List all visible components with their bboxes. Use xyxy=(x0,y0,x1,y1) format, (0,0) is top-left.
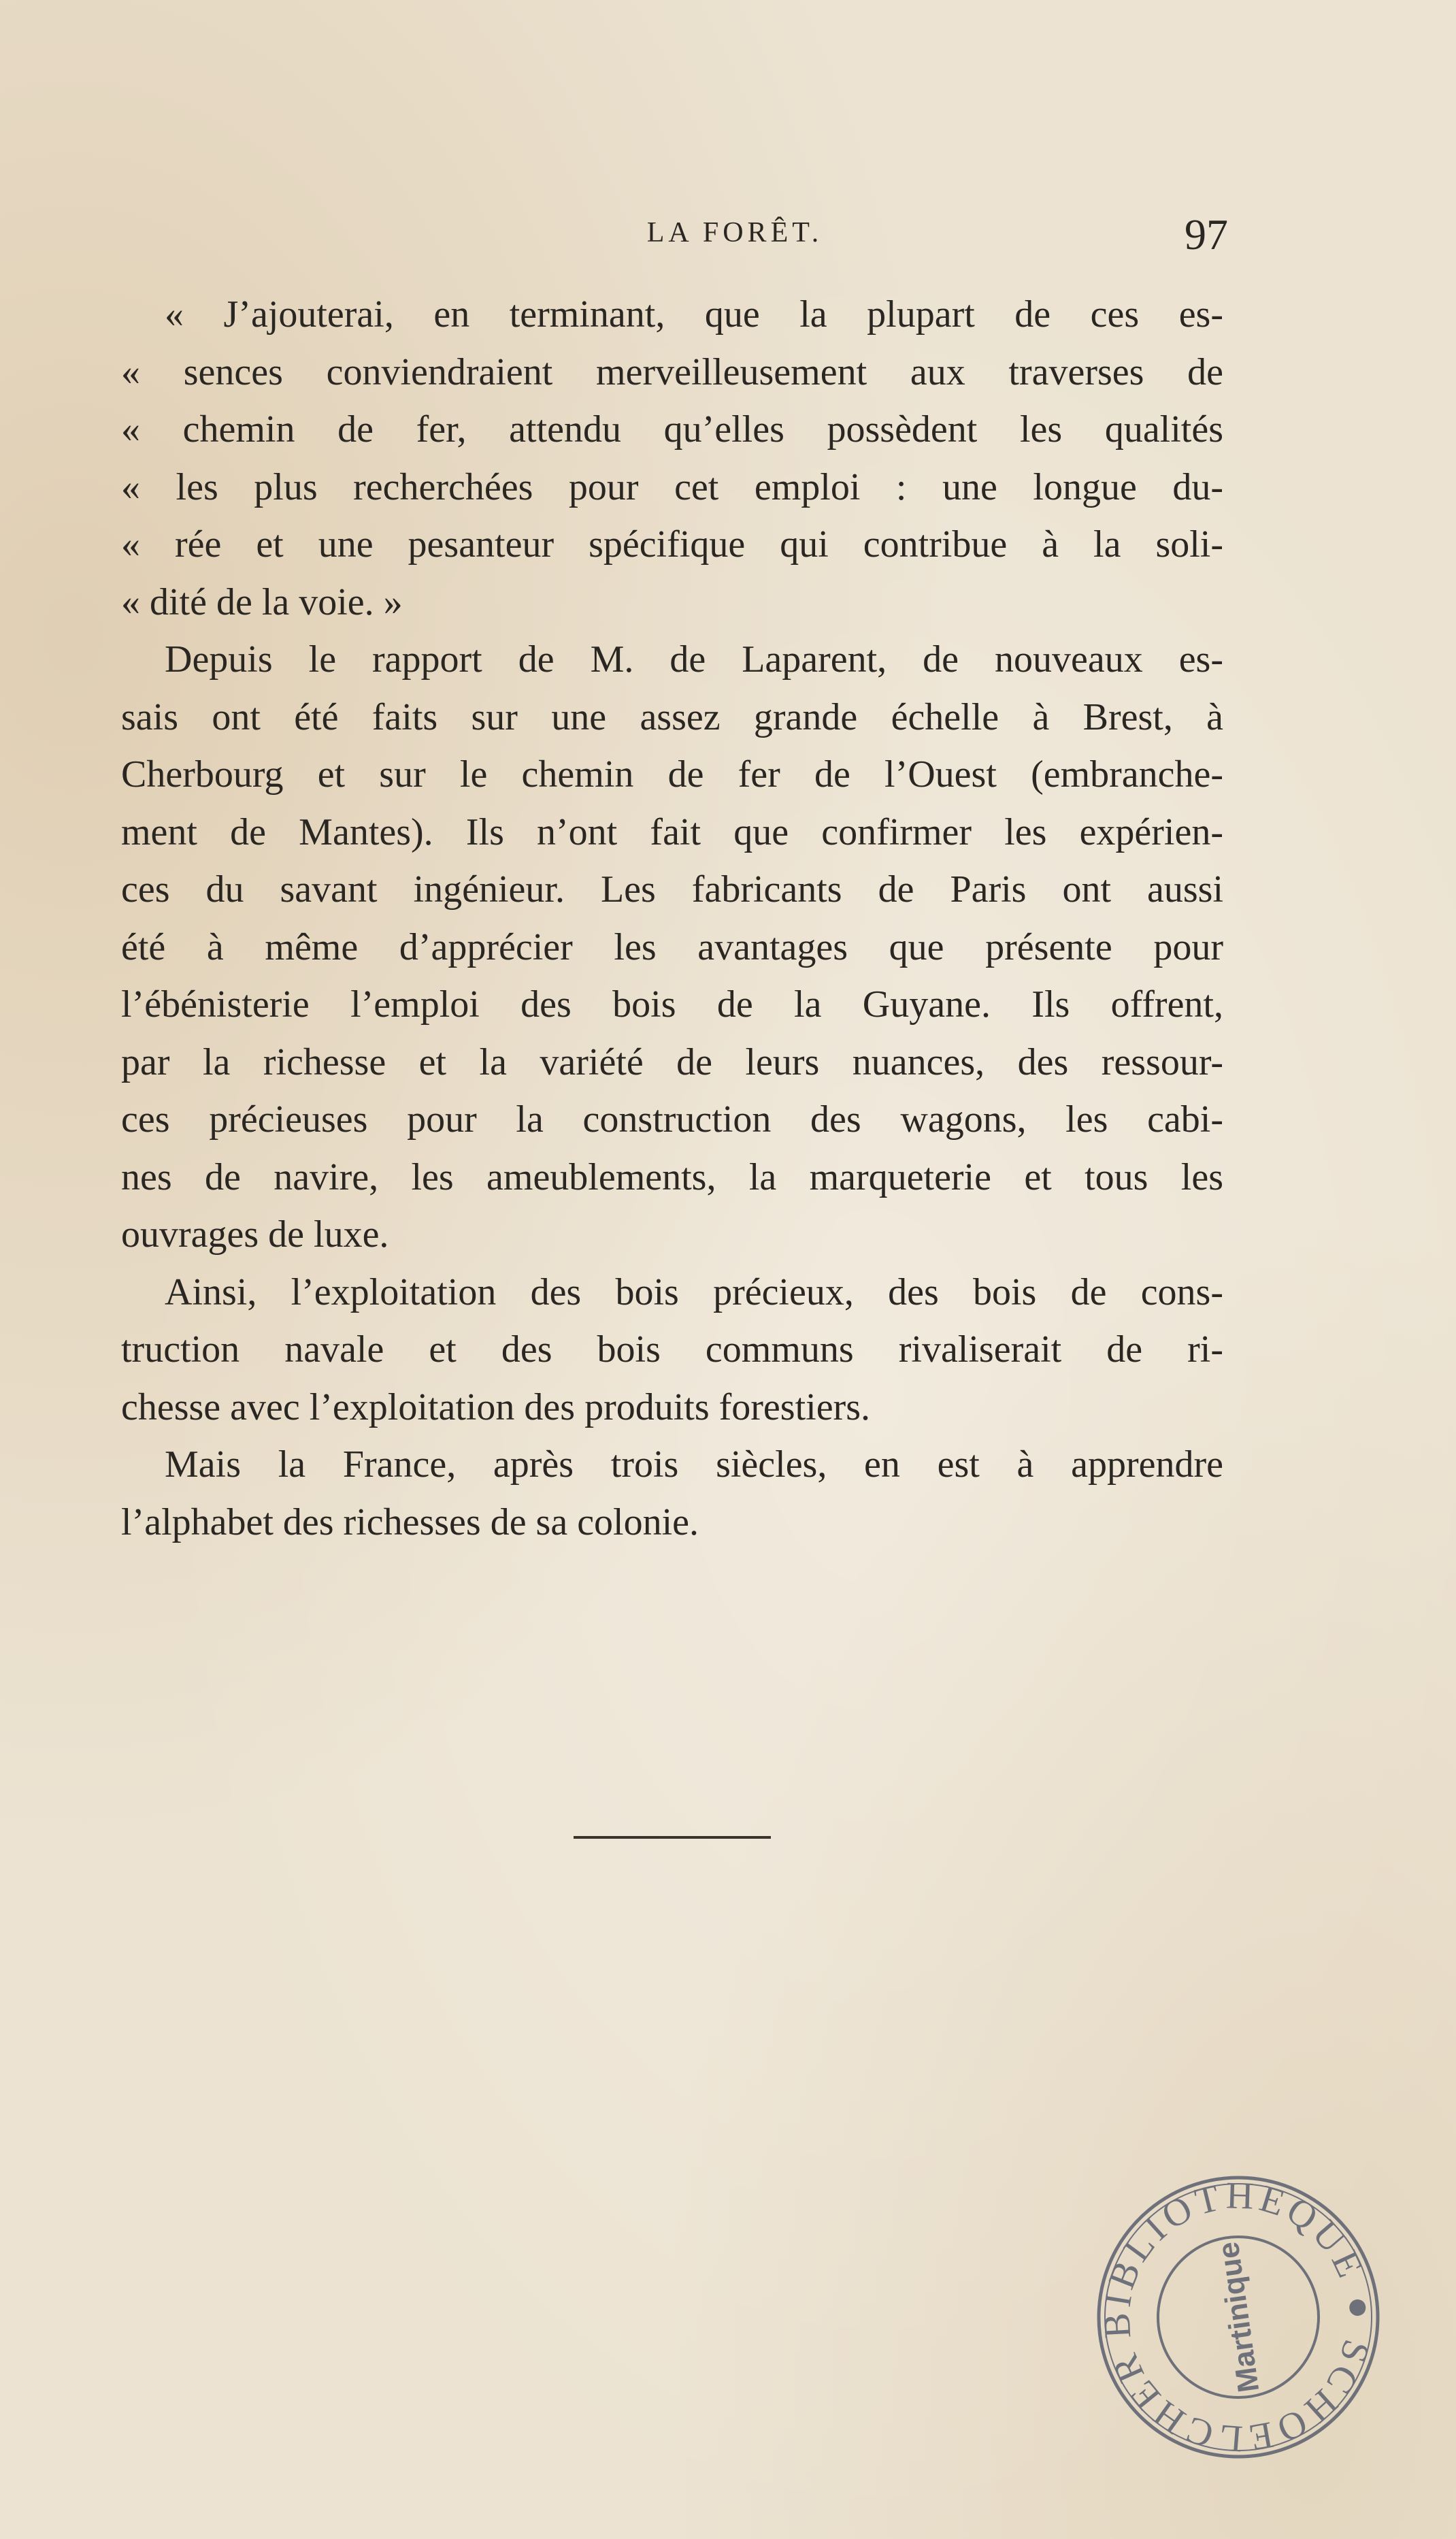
stamp-seal-icon xyxy=(1085,2164,1391,2470)
text-line: chesse avec l’exploitation des produits forestiers. xyxy=(121,1386,870,1428)
svg-text:BIBLIOTHEQUE ● SCHOELCHER ●: BIBLIOTHEQUE ● SCHOELCHER xyxy=(1095,2174,1381,2460)
text-line: truction navale et des bois communs rivaliserait de ri- xyxy=(121,1328,1223,1371)
text-line: « les plus recherchées pour cet emploi : une longue du- xyxy=(121,465,1223,508)
text-line: « rée et une pesanteur spécifique qui contribue à la soli- xyxy=(121,523,1223,566)
text-line: « sences conviendraient merveilleusement aux traverses de xyxy=(121,350,1223,393)
text-line: ces du savant ingénieur. Les fabricants de Paris ont aussi xyxy=(121,868,1223,911)
svg-text:Martinique: Martinique xyxy=(1211,2240,1266,2395)
paragraph-conclusion xyxy=(121,1436,1223,1551)
paragraph-exploitation xyxy=(121,1264,1223,1437)
text-line: Cherbourg et sur le chemin de fer de l’Ouest (embranche- xyxy=(121,753,1223,796)
text-line: Depuis le rapport de M. de Laparent, de nouveaux es- xyxy=(165,638,1223,681)
paragraph-quote xyxy=(121,286,1223,631)
text-line: « dité de la voie. » xyxy=(121,580,403,623)
running-title: LA FORÊT. xyxy=(646,217,823,248)
running-header xyxy=(122,210,1228,271)
text-line: « chemin de fer, attendu qu’elles possèdent les qualités xyxy=(121,408,1223,451)
text-line: par la richesse et la variété de leurs nuances, des ressour- xyxy=(121,1041,1223,1083)
text-line: sais ont été faits sur une assez grande échelle à Brest, à xyxy=(121,695,1223,738)
text-line: Ainsi, l’exploitation des bois précieux, des bois de cons- xyxy=(165,1271,1223,1313)
body-text xyxy=(121,286,1223,1551)
text-line: Mais la France, après trois siècles, en est à apprendre xyxy=(165,1443,1223,1486)
library-stamp xyxy=(1085,2164,1391,2470)
text-line: l’ébénisterie l’emploi des bois de la Guyane. Ils offrent, xyxy=(121,983,1223,1026)
text-line: été à même d’apprécier les avantages que présente pour xyxy=(121,925,1223,968)
paragraph-rapport xyxy=(121,631,1223,1264)
text-line: ces précieuses pour la construction des wagons, les cabi- xyxy=(121,1098,1223,1141)
text-line: l’alphabet des richesses de sa colonie. xyxy=(121,1501,699,1543)
text-line: ouvrages de luxe. xyxy=(121,1213,389,1256)
section-end-rule xyxy=(574,1836,771,1839)
text-line: nes de navire, les ameublements, la marqueterie et tous les xyxy=(121,1156,1223,1198)
page-number: 97 xyxy=(1185,210,1228,259)
text-line: « J’ajouterai, en terminant, que la plupart de ces es- xyxy=(165,293,1223,335)
text-line: ment de Mantes). Ils n’ont fait que confirmer les expérien- xyxy=(121,810,1223,853)
